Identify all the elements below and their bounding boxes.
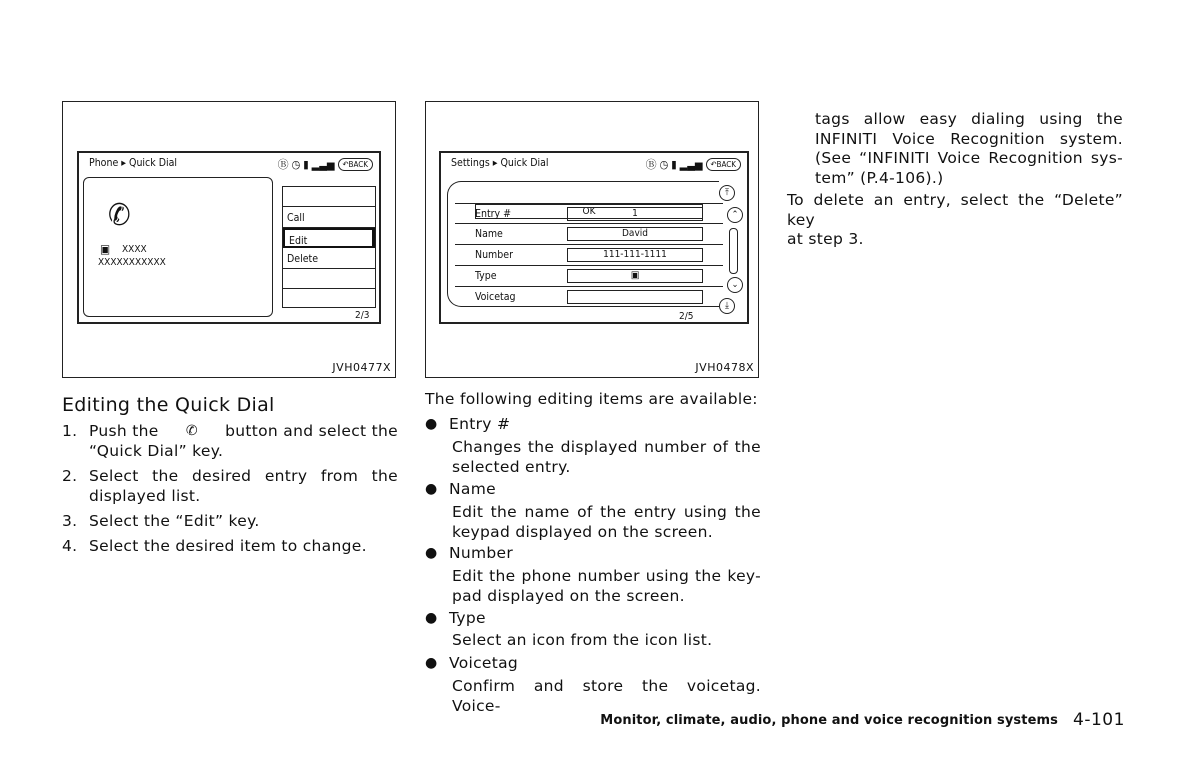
field-row-voicetag[interactable] bbox=[455, 287, 723, 308]
field-value[interactable]: 1 bbox=[567, 207, 703, 221]
step-number: 1. bbox=[62, 422, 78, 440]
quick-dial-menu bbox=[282, 186, 376, 308]
figure-id: JVH0478X bbox=[695, 361, 754, 374]
delete-note bbox=[787, 191, 1123, 250]
field-label: Voicetag bbox=[475, 291, 516, 303]
item-number bbox=[425, 544, 513, 564]
scrollbar-track[interactable] bbox=[729, 228, 738, 274]
battery-icon: ▮ bbox=[303, 157, 309, 171]
bullet-icon: ● bbox=[425, 416, 438, 432]
step-body bbox=[89, 422, 398, 461]
type-icon: ▣ bbox=[630, 270, 640, 281]
field-label: Number bbox=[475, 249, 513, 261]
text-line: tem” (P.4-106).) bbox=[815, 168, 944, 187]
screen-title: Settings ▸ Quick Dial bbox=[451, 157, 549, 169]
item-label: Name bbox=[449, 480, 496, 498]
page-indicator: 2/5 bbox=[679, 311, 694, 322]
step-text: displayed list. bbox=[89, 486, 201, 505]
signal-icon: ▂▃▅ bbox=[679, 157, 703, 171]
screen-header bbox=[441, 153, 747, 175]
menu-item-edit[interactable]: Edit bbox=[283, 228, 375, 249]
item-label: Entry # bbox=[449, 415, 511, 433]
back-label: BACK bbox=[348, 159, 368, 169]
field-label: Entry # bbox=[475, 208, 512, 220]
contact-pane bbox=[83, 177, 273, 317]
back-arrow-icon: ↶ bbox=[710, 159, 717, 169]
figure-quick-dial-edit bbox=[425, 101, 759, 378]
field-value[interactable] bbox=[567, 269, 703, 283]
screen-quick-dial bbox=[77, 151, 381, 324]
step-text: Select the desired item to change. bbox=[89, 537, 367, 555]
footer-section-title: Monitor, climate, audio, phone and voice recognition systems bbox=[600, 713, 1058, 728]
items-intro: The following editing items are available: bbox=[425, 390, 758, 408]
field-label: Name bbox=[475, 228, 503, 240]
desc-line: selected entry. bbox=[452, 457, 571, 476]
step-2 bbox=[62, 467, 398, 506]
scroll-down-icon[interactable]: ⌄ bbox=[727, 277, 743, 293]
desc-line: Edit the name of the entry using the bbox=[452, 503, 761, 521]
item-type bbox=[425, 609, 486, 629]
scroll-top-icon[interactable]: ⤒ bbox=[719, 185, 735, 201]
contact-number: XXXXXXXXXXX bbox=[98, 257, 166, 268]
scroll-up-icon[interactable]: ⌃ bbox=[727, 207, 743, 223]
item-description bbox=[452, 631, 761, 651]
status-icons bbox=[646, 156, 741, 172]
back-button[interactable] bbox=[338, 158, 374, 171]
phone-handset-icon: ✆ bbox=[108, 198, 131, 233]
field-label: Type bbox=[475, 270, 497, 282]
step-line bbox=[89, 422, 398, 442]
item-description bbox=[452, 567, 761, 606]
field-row-type[interactable] bbox=[455, 266, 723, 287]
field-value[interactable] bbox=[567, 290, 703, 304]
screen-header bbox=[79, 153, 379, 175]
menu-item-call[interactable]: Call bbox=[283, 207, 375, 228]
item-name bbox=[425, 480, 496, 500]
step-4 bbox=[62, 537, 398, 557]
signal-icon: ▂▃▅ bbox=[311, 157, 335, 171]
menu-item-blank bbox=[283, 289, 375, 310]
desc-line: keypad displayed on the screen. bbox=[452, 522, 713, 541]
step-text: “Quick Dial” key. bbox=[89, 441, 224, 460]
screen-settings-quick-dial bbox=[439, 151, 749, 324]
desc-line: Confirm and store the voicetag. Voice- bbox=[452, 677, 761, 715]
item-description bbox=[452, 503, 761, 542]
page-indicator: 2/3 bbox=[355, 310, 370, 321]
text-line: tags allow easy dialing using the bbox=[815, 110, 1123, 128]
step-number: 4. bbox=[62, 537, 78, 555]
back-button[interactable] bbox=[706, 158, 742, 171]
clock-icon: ◷ bbox=[291, 157, 301, 171]
step-text: button and select the bbox=[225, 422, 398, 440]
field-row-number[interactable] bbox=[455, 245, 723, 266]
text-line: INFINITI Voice Recognition system. bbox=[815, 129, 1123, 148]
scroll-bottom-icon[interactable]: ⤓ bbox=[719, 298, 735, 314]
item-label: Voicetag bbox=[449, 654, 519, 672]
step-text: Select the desired entry from the bbox=[89, 467, 398, 485]
desc-line: Edit the phone number using the key- bbox=[452, 567, 761, 585]
desc-line: Select an icon from the icon list. bbox=[452, 631, 713, 649]
step-text: Select the “Edit” key. bbox=[89, 512, 260, 530]
text-line: (See “INFINITI Voice Recognition sys- bbox=[815, 149, 1123, 167]
menu-item-blank bbox=[283, 269, 375, 290]
contact-name: XXXX bbox=[122, 244, 147, 255]
menu-item-blank bbox=[283, 187, 375, 207]
bullet-icon: ● bbox=[425, 655, 438, 671]
page-number: 4-101 bbox=[1073, 710, 1125, 730]
step-body bbox=[89, 467, 398, 506]
item-label: Number bbox=[449, 544, 514, 562]
item-voicetag bbox=[425, 654, 518, 674]
bluetooth-icon: Ⓑ bbox=[277, 158, 289, 171]
figure-id: JVH0477X bbox=[332, 361, 391, 374]
field-value[interactable]: 111-111-1111 bbox=[567, 248, 703, 262]
contact-type-icon: ▣ bbox=[100, 242, 111, 256]
figure-quick-dial-menu bbox=[62, 101, 396, 378]
voicetag-continued bbox=[815, 110, 1123, 188]
back-label: BACK bbox=[716, 159, 736, 169]
item-label: Type bbox=[449, 609, 486, 627]
menu-item-delete[interactable]: Delete bbox=[283, 248, 375, 269]
desc-line: pad displayed on the screen. bbox=[452, 586, 685, 605]
bluetooth-icon: Ⓑ bbox=[645, 158, 657, 171]
step-3 bbox=[62, 512, 398, 532]
phone-button-icon: ✆ bbox=[185, 423, 198, 439]
step-number: 2. bbox=[62, 467, 78, 485]
desc-line: Changes the displayed number of the bbox=[452, 438, 761, 456]
step-1 bbox=[62, 422, 398, 461]
battery-icon: ▮ bbox=[671, 157, 677, 171]
section-title: Editing the Quick Dial bbox=[62, 394, 275, 416]
step-number: 3. bbox=[62, 512, 78, 530]
step-text: Push the bbox=[89, 422, 159, 440]
field-value[interactable]: David bbox=[567, 227, 703, 241]
text-line: at step 3. bbox=[787, 230, 864, 248]
bullet-icon: ● bbox=[425, 610, 438, 626]
back-arrow-icon: ↶ bbox=[342, 159, 349, 169]
screen-title: Phone ▸ Quick Dial bbox=[89, 157, 178, 169]
status-icons bbox=[278, 156, 373, 172]
clock-icon: ◷ bbox=[659, 157, 669, 171]
bullet-icon: ● bbox=[425, 545, 438, 561]
field-row-name[interactable] bbox=[455, 224, 723, 245]
field-row-entry-number[interactable] bbox=[455, 203, 723, 224]
item-description bbox=[452, 677, 761, 716]
ok-button[interactable]: OK bbox=[475, 204, 703, 219]
item-entry-number bbox=[425, 415, 510, 435]
item-description bbox=[452, 438, 761, 477]
text-line: To delete an entry, select the “Delete” key bbox=[787, 191, 1123, 229]
bullet-icon: ● bbox=[425, 481, 438, 497]
